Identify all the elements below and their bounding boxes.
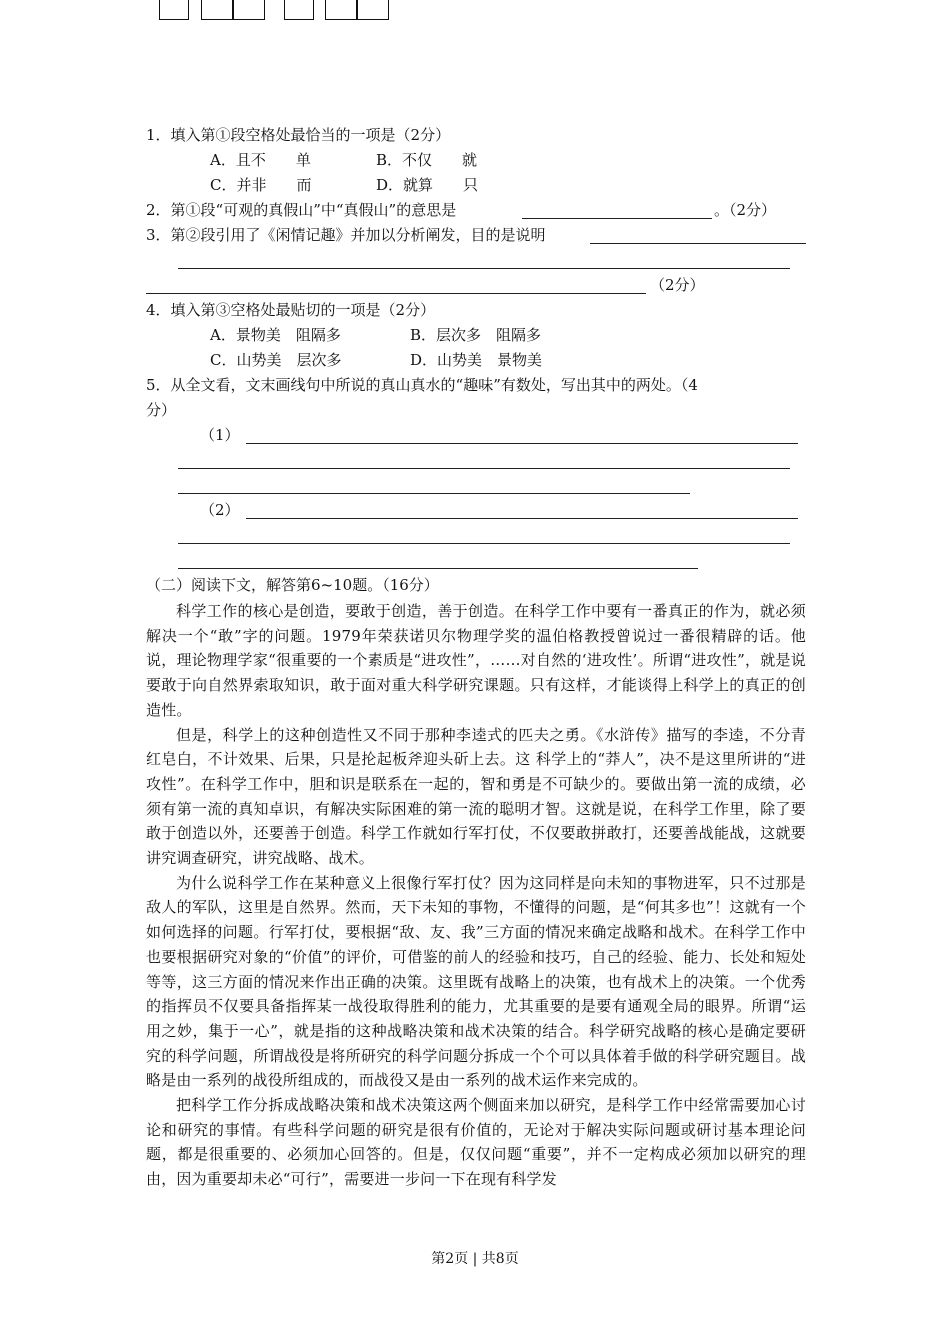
q5-answer-2-line-3[interactable]: [178, 568, 698, 569]
q1-option-b: B．不仅 就: [376, 151, 478, 169]
answer-box-2: [201, 0, 265, 20]
article-paragraph-2: 但是，科学上的这种创造性又不同于那种李逵式的匹夫之勇。《水浒传》描写的李逵，不分青红皂白，不计效果、后果，只是抡起板斧迎头斫上去。这 科学上的“莽人”，决不是这里所讲的“进攻性”。在科学工作中，胆和识是联系在一起的，智和勇是不可缺少的。要做出第一流的成绩，必须有第一流的真知卓识，有解决实际困难的第一流的聪明才智。这就是说，在科学工作里，除了要敢于创造以外，还要善于创造。科学工作就如行军打仗，不仅要敢拼敢打，还要善战能战，这就要讲究调查研究，讲究战略、战术。: [146, 725, 806, 868]
section2-heading: （二）阅读下文，解答第6~10题。（16分）: [146, 576, 439, 594]
q3-answer-line-3[interactable]: [146, 293, 646, 294]
article-paragraph-3: 为什么说科学工作在某种意义上很像行军打仗？因为这同样是向未知的事物进军，只不过那是敌人的军队，这里是自然界。然而，天下未知的事物，不懂得的问题，是“何其多也”！这就有一个如何选择的问题。行军打仗，要根据“敌、友、我”三方面的情况来确定战略和战术。在科学工作中也要根据研究对象的“价值”的评价，可借鉴的前人的经验和技巧，自己的经验、能力、长处和短处等等，这三方面的情况来作出正确的决策。这里既有战略上的决策，也有战术上的决策。一个优秀的指挥员不仅要具备指挥某一战役取得胜利的能力，尤其重要的是要有通观全局的眼界。所谓“运用之妙，集于一心”，就是指的这种战略决策和战术决策的结合。科学研究战略的核心是确定要研究的科学问题，所谓战役是将所研究的科学问题分拆成一个个可以具体着手做的科学研究题目。战略是由一系列的战役所组成的，而战役又是由一系列的战术运作来完成的。: [146, 873, 806, 1090]
article-paragraph-4: 把科学工作分拆成战略决策和战术决策这两个侧面来加以研究，是科学工作中经常需要加心讨论和研究的事情。有些科学问题的研究是很有价值的，无论对于解决实际问题或研讨基本理论问题，都是很重要的、必须加心回答的。但是，仅仅问题“重要”，并不一定构成必须加以研究的理由，因为重要却未必“可行”，需要进一步问一下在现有科学发: [146, 1096, 806, 1189]
q5-stem-line2: 分）: [146, 401, 177, 419]
q3-answer-line-2[interactable]: [178, 268, 790, 269]
q1-stem: 1．填入第①段空格处最恰当的一项是（2分）: [146, 126, 451, 144]
answer-box-1: [159, 0, 189, 20]
section2-article: [146, 599, 806, 1192]
q5-answer-2-line-2[interactable]: [178, 543, 790, 544]
q2-tail: 。（2分）: [714, 201, 777, 219]
q1-option-c: C．并非 而: [210, 176, 312, 194]
q4-option-d: D．山势美 景物美: [410, 351, 543, 369]
q5-answer-1-line-2[interactable]: [178, 468, 790, 469]
q3-stem: 3．第②段引用了《闲情记趣》并加以分析阐发，目的是说明: [146, 226, 546, 244]
q5-label-2: （2）: [200, 501, 240, 519]
q5-answer-2-line-1[interactable]: [246, 518, 798, 519]
q5-answer-1-line-3[interactable]: [178, 493, 690, 494]
page-footer: 第2页 | 共8页: [431, 1251, 519, 1267]
q5-answer-1-line-1[interactable]: [246, 443, 798, 444]
q3-answer-line-1[interactable]: [590, 243, 806, 244]
q2-answer-line[interactable]: [522, 218, 712, 219]
q3-score: （2分）: [650, 276, 705, 294]
answer-box-4: [325, 0, 389, 20]
article-paragraph-1: 科学工作的核心是创造，要敢于创造，善于创造。在科学工作中要有一番真正的作为，就必须解决一个“敢”字的问题。1979年荣获诺贝尔物理学奖的温伯格教授曾说过一番很精辟的话。他说，理论物理学家“很重要的一个素质是“进攻性”，……对自然的‘进攻性’。所谓“进攻性”，就是说要敢于向自然界索取知识，敢于面对重大科学研究课题。只有这样，才能谈得上科学上的真正的创造性。: [146, 602, 806, 719]
q1-option-d: D．就算 只: [376, 176, 479, 194]
answer-box-3: [284, 0, 314, 20]
q1-option-a: A．且不 单: [210, 151, 311, 169]
q4-stem: 4．填入第③空格处最贴切的一项是（2分）: [146, 301, 436, 319]
q4-option-a: A．景物美 阻隔多: [210, 326, 341, 344]
q5-stem-line1: 5．从全文看，文末画线句中所说的真山真水的“趣味”有数处，写出其中的两处。（4: [146, 376, 698, 394]
q4-option-c: C．山势美 层次多: [210, 351, 342, 369]
q2-stem: 2．第①段“可观的真假山”中“真假山”的意思是: [146, 201, 457, 219]
q4-option-b: B．层次多 阻隔多: [410, 326, 542, 344]
q5-label-1: （1）: [200, 426, 240, 444]
